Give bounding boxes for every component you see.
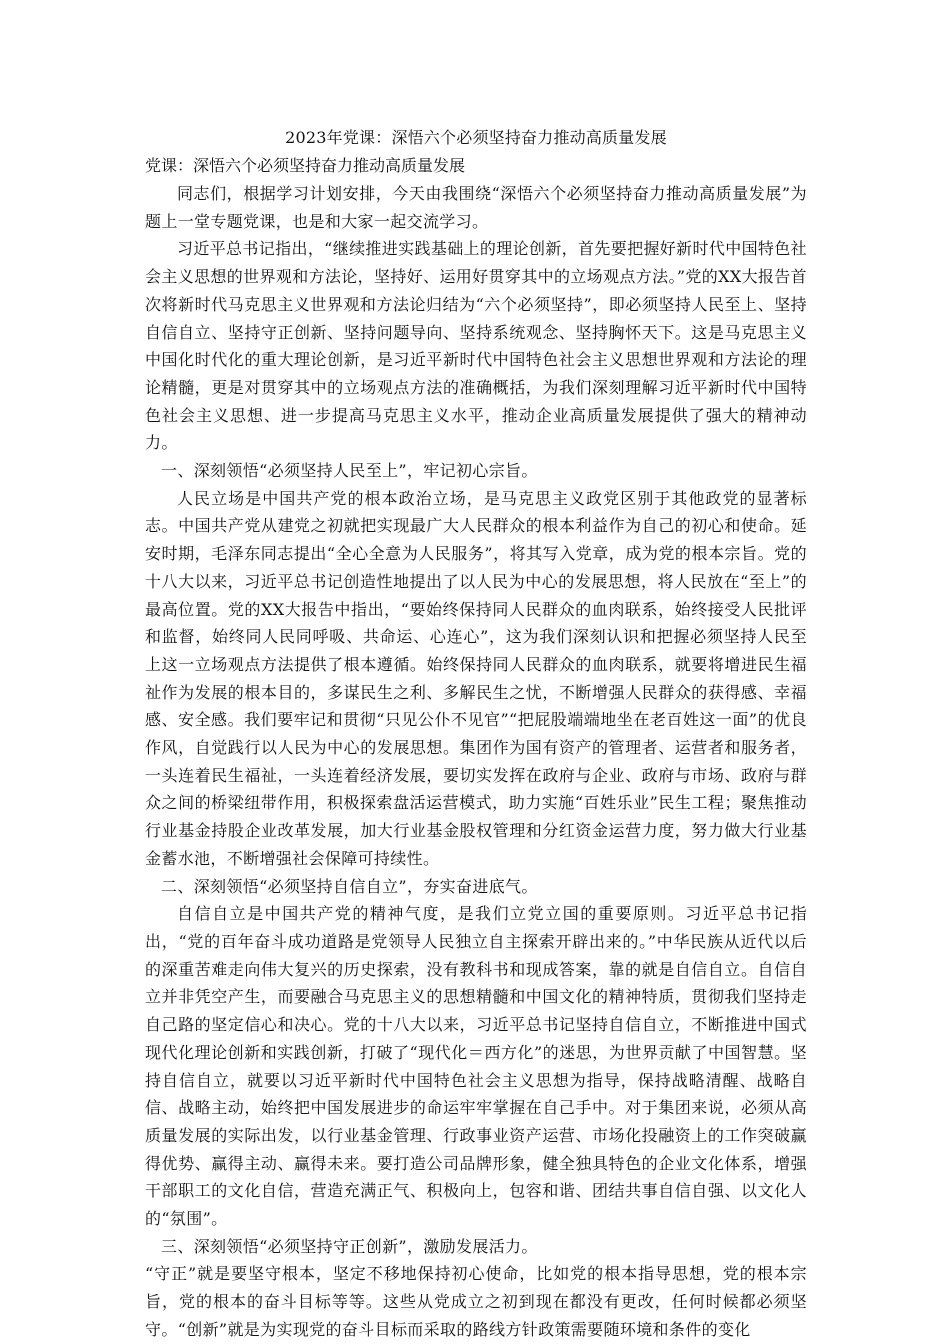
section-heading-2: 二、深刻领悟“必须坚持自信自立”，夯实奋进底气。 — [161, 876, 538, 896]
paragraph-section-3: “守正”就是要坚守根本，坚定不移地保持初心使命，比如党的根本指导思想，党的根本宗旨，党的根本的奋斗目标等等。这些从党成立之初到现在都没有更改，任何时候都必须坚守。“创新”就是为实现党的奋斗目标而采取的路线方针政策需要随环境和条件的变化 — [145, 1264, 807, 1339]
paragraph-section-2: 自信自立是中国共产党的精神气度，是我们立党立国的重要原则。习近平总书记指出，“党的百年奋斗成功道路是党领导人民独立自主探索开辟出来的。”中华民族从近代以后的深重苦难走向伟大复兴的历史探索，没有教科书和现成答案，靠的就是自信自立。自信自立并非凭空产生，而要融合马克思主义的思想精髓和中国文化的精神特质，贯彻我们坚持走自己路的坚定信心和决心。党的十八大以来，习近平总书记坚持自信自立，不断推进中国式现代化理论创新和实践创新，打破了“现代化＝西方化”的迷思，为世界贡献了中国智慧。坚持自信自立，就要以习近平新时代中国特色社会主义思想为指导，保持战略清醒、战略自信、战略主动，始终把中国发展进步的命运牢牢掌握在自己手中。对于集团来说，必须从高质量发展的实际出发，以行业基金管理、行政事业资产运营、市场化投融资上的工作突破赢得优势、赢得主动、赢得未来。要打造公司品牌形象，健全独具特色的企业文化体系，增强干部职工的文化自信，营造充满正气、积极向上，包容和谐、团结共事自信自强、以文化人的“氛围”。 — [145, 904, 807, 1229]
document-page — [145, 124, 807, 1344]
paragraph-overview: 习近平总书记指出，“继续推进实践基础上的理论创新，首先要把握好新时代中国特色社会主义思想的世界观和方法论，坚持好、运用好贯穿其中的立场观点方法。”党的XX大报告首次将新时代马克思主义世界观和方法论归结为“六个必须坚持”，即必须坚持人民至上、坚持自信自立、坚持守正创新、坚持问题导向、坚持系统观念、坚持胸怀天下。这是马克思主义中国化时代化的重大理论创新，是习近平新时代中国特色社会主义思想世界观和方法论的理论精髓，更是对贯穿其中的立场观点方法的准确概括，为我们深刻理解习近平新时代中国特色社会主义思想、进一步提高马克思主义水平，推动企业高质量发展提供了强大的精神动力。 — [145, 239, 807, 453]
section-heading-1: 一、深刻领悟“必须坚持人民至上”，牢记初心宗旨。 — [161, 461, 538, 481]
document-title: 2023年党课：深悟六个必须坚持奋力推动高质量发展 — [285, 128, 667, 147]
document-subtitle: 党课：深悟六个必须坚持奋力推动高质量发展 — [145, 156, 466, 175]
paragraph-intro: 同志们，根据学习计划安排，今天由我围绕“深悟六个必须坚持奋力推动高质量发展”为题上一堂专题党课，也是和大家一起交流学习。 — [145, 184, 807, 231]
section-heading-3: 三、深刻领悟“必须坚持守正创新”，激励发展活力。 — [161, 1236, 538, 1256]
paragraph-section-1: 人民立场是中国共产党的根本政治立场，是马克思主义政党区别于其他政党的显著标志。中国共产党从建党之初就把实现最广大人民群众的根本利益作为自己的初心和使命。延安时期，毛泽东同志提出“全心全意为人民服务”，将其写入党章，成为党的根本宗旨。党的十八大以来，习近平总书记创造性地提出了以人民为中心的发展思想，将人民放在“至上”的最高位置。党的XX大报告中指出，“要始终保持同人民群众的血肉联系，始终接受人民批评和监督，始终同人民同呼吸、共命运、心连心”，这为我们深刻认识和把握必须坚持人民至上这一立场观点方法提供了根本遵循。始终保持同人民群众的血肉联系，就要将增进民生福祉作为发展的根本目的，多谋民生之利、多解民生之忧，不断增强人民群众的获得感、幸福感、安全感。我们要牢记和贯彻“只见公仆不见官”“把屁股端端地坐在老百姓这一面”的优良作风，自觉践行以人民为中心的发展思想。集团作为国有资产的管理者、运营者和服务者，一头连着民生福祉，一头连着经济发展，要切实发挥在政府与企业、政府与市场、政府与群众之间的桥梁纽带作用，积极探索盘活运营模式，助力实施“百姓乐业”民生工程；聚焦推动行业基金持股企业改革发展，加大行业基金股权管理和分红资金运营力度，努力做大行业基金蓄水池，不断增强社会保障可持续性。 — [145, 488, 807, 868]
